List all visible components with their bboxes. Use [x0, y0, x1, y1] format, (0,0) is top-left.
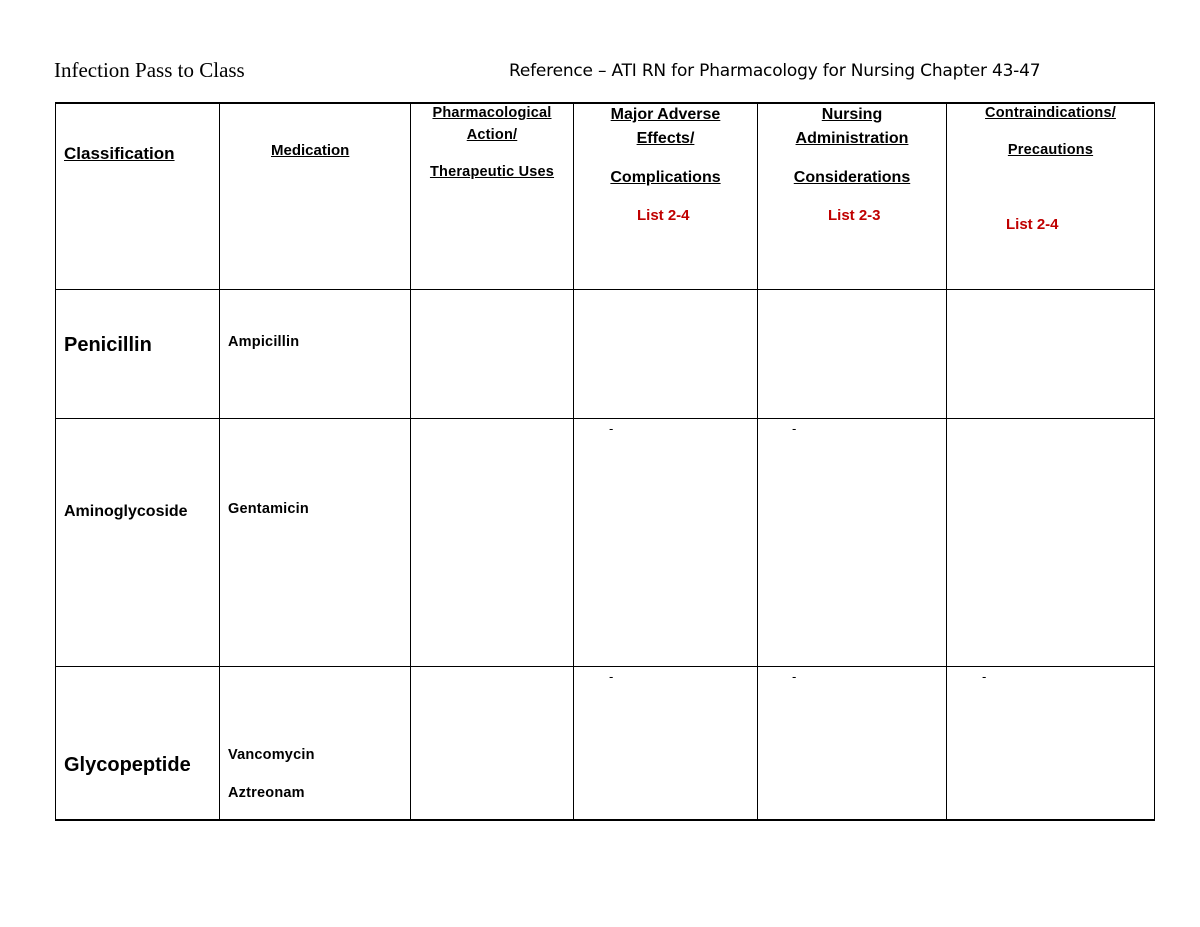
pass-to-class-table — [55, 102, 1155, 821]
medication-label: Gentamicin — [228, 500, 309, 517]
header-adverse-line2: Effects/ — [636, 130, 695, 147]
header-nursing-note: List 2-3 — [828, 207, 881, 224]
medication-label: Ampicillin — [228, 333, 300, 350]
header-contra-line2: Precautions — [1007, 142, 1094, 158]
header-nursing-line2: Administration — [795, 130, 909, 147]
nursing-considerations-cell — [758, 418, 947, 666]
bullet-dash: - — [792, 668, 797, 684]
bullet-dash: - — [982, 668, 987, 684]
header-classification — [56, 103, 220, 289]
contraindications-cell — [947, 666, 1155, 820]
classification-cell — [56, 666, 220, 820]
header-adverse-effects — [574, 103, 758, 289]
table-row — [56, 418, 1155, 666]
header-nursing-line3: Considerations — [793, 169, 911, 186]
bullet-dash: - — [609, 420, 614, 436]
header-pharm-line2: Action/ — [466, 127, 518, 143]
medication-cell — [220, 418, 411, 666]
header-nursing-considerations — [758, 103, 947, 289]
header-pharmacological — [411, 103, 574, 289]
pharmacological-cell — [411, 666, 574, 820]
nursing-considerations-cell — [758, 289, 947, 418]
medication-cell — [220, 666, 411, 820]
header-contra-note: List 2-4 — [1006, 216, 1059, 233]
pharmacological-cell — [411, 289, 574, 418]
medication-label: Vancomycin — [228, 746, 315, 763]
header-contraindications — [947, 103, 1155, 289]
header-medication-label: Medication — [271, 142, 350, 159]
header-nursing-line1: Nursing — [821, 106, 883, 123]
header-adverse-note: List 2-4 — [637, 207, 690, 224]
header-row — [56, 103, 1155, 289]
header-pharm-line1: Pharmacological — [432, 105, 552, 121]
nursing-considerations-cell — [758, 666, 947, 820]
contraindications-cell — [947, 289, 1155, 418]
header-adverse-line1: Major Adverse — [610, 106, 721, 123]
pharmacological-cell — [411, 418, 574, 666]
adverse-effects-cell — [574, 666, 758, 820]
contraindications-cell — [947, 418, 1155, 666]
header-pharm-line3: Therapeutic Uses — [429, 164, 555, 180]
adverse-effects-cell — [574, 289, 758, 418]
header-adverse-line3: Complications — [610, 169, 721, 186]
classification-label: Penicillin — [64, 333, 152, 356]
reference-text: Reference – ATI RN for Pharmacology for Nursing Chapter 43-47 — [509, 61, 1041, 81]
classification-cell — [56, 289, 220, 418]
page-title: Infection Pass to Class — [54, 58, 245, 82]
classification-label: Aminoglycoside — [64, 502, 188, 520]
adverse-effects-cell — [574, 418, 758, 666]
table-row — [56, 666, 1155, 820]
medication-label: Aztreonam — [228, 784, 305, 801]
header-classification-label: Classification — [64, 144, 175, 163]
bullet-dash: - — [792, 420, 797, 436]
header-contra-line1: Contraindications/ — [985, 105, 1116, 121]
table-row — [56, 289, 1155, 418]
classification-label: Glycopeptide — [64, 753, 191, 776]
classification-cell — [56, 418, 220, 666]
bullet-dash: - — [609, 668, 614, 684]
medication-cell — [220, 289, 411, 418]
header-medication — [220, 103, 411, 289]
